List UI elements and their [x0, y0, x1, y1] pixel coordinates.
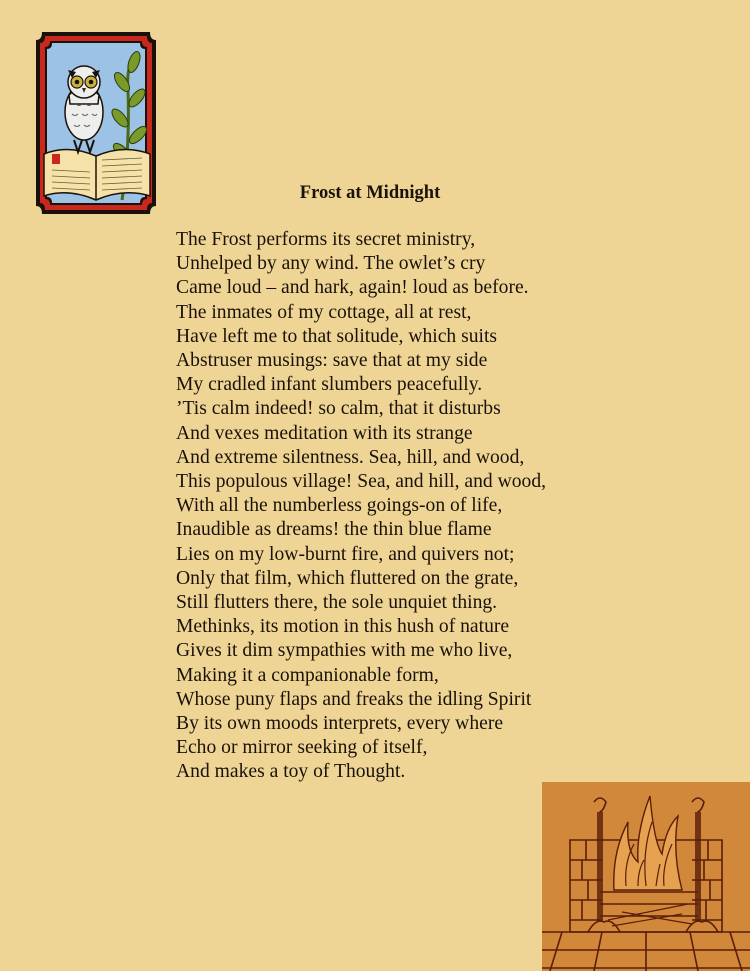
poem-line: Abstruser musings: save that at my side: [176, 350, 488, 372]
fireplace-icon: [542, 782, 750, 971]
poem-line: My cradled infant slumbers peacefully.: [176, 374, 483, 396]
poem-line: With all the numberless goings-on of life,: [176, 495, 503, 517]
poem-line: Have left me to that solitude, which suits: [176, 325, 498, 347]
poem-line: Making it a companionable form,: [176, 664, 439, 686]
fireplace-illustration: [542, 782, 750, 971]
poem-body: [176, 228, 606, 785]
poem-line: And vexes meditation with its strange: [176, 422, 473, 444]
poem-line: Only that film, which fluttered on the grate,: [176, 567, 519, 589]
poem-line: Echo or mirror seeking of itself,: [176, 737, 428, 759]
poem-line: Came loud – and hark, again! loud as before.: [176, 277, 529, 299]
poem-line: Unhelped by any wind. The owlet’s cry: [176, 253, 486, 275]
poem-line: This populous village! Sea, and hill, and wood,: [176, 471, 547, 493]
poem-line: Still flutters there, the sole unquiet thing.: [176, 592, 498, 614]
poem-line: By its own moods interprets, every where: [176, 713, 504, 735]
poem-line: Inaudible as dreams! the thin blue flame: [176, 519, 492, 541]
poem-line: Gives it dim sympathies with me who live,: [176, 640, 513, 662]
poem-line: ’Tis calm indeed! so calm, that it disturbs: [176, 398, 501, 420]
poem-line: And makes a toy of Thought.: [176, 761, 406, 783]
poem-line: The inmates of my cottage, all at rest,: [176, 301, 472, 323]
poem-line: And extreme silentness. Sea, hill, and wood,: [176, 446, 525, 468]
poem-line: Lies on my low-burnt fire, and quivers not;: [176, 543, 515, 565]
poem-line: Whose puny flaps and freaks the idling Spirit: [176, 688, 532, 710]
poem-line: Methinks, its motion in this hush of nature: [176, 616, 510, 638]
poem-title: Frost at Midnight: [299, 183, 441, 203]
poem-line: The Frost performs its secret ministry,: [176, 229, 476, 250]
